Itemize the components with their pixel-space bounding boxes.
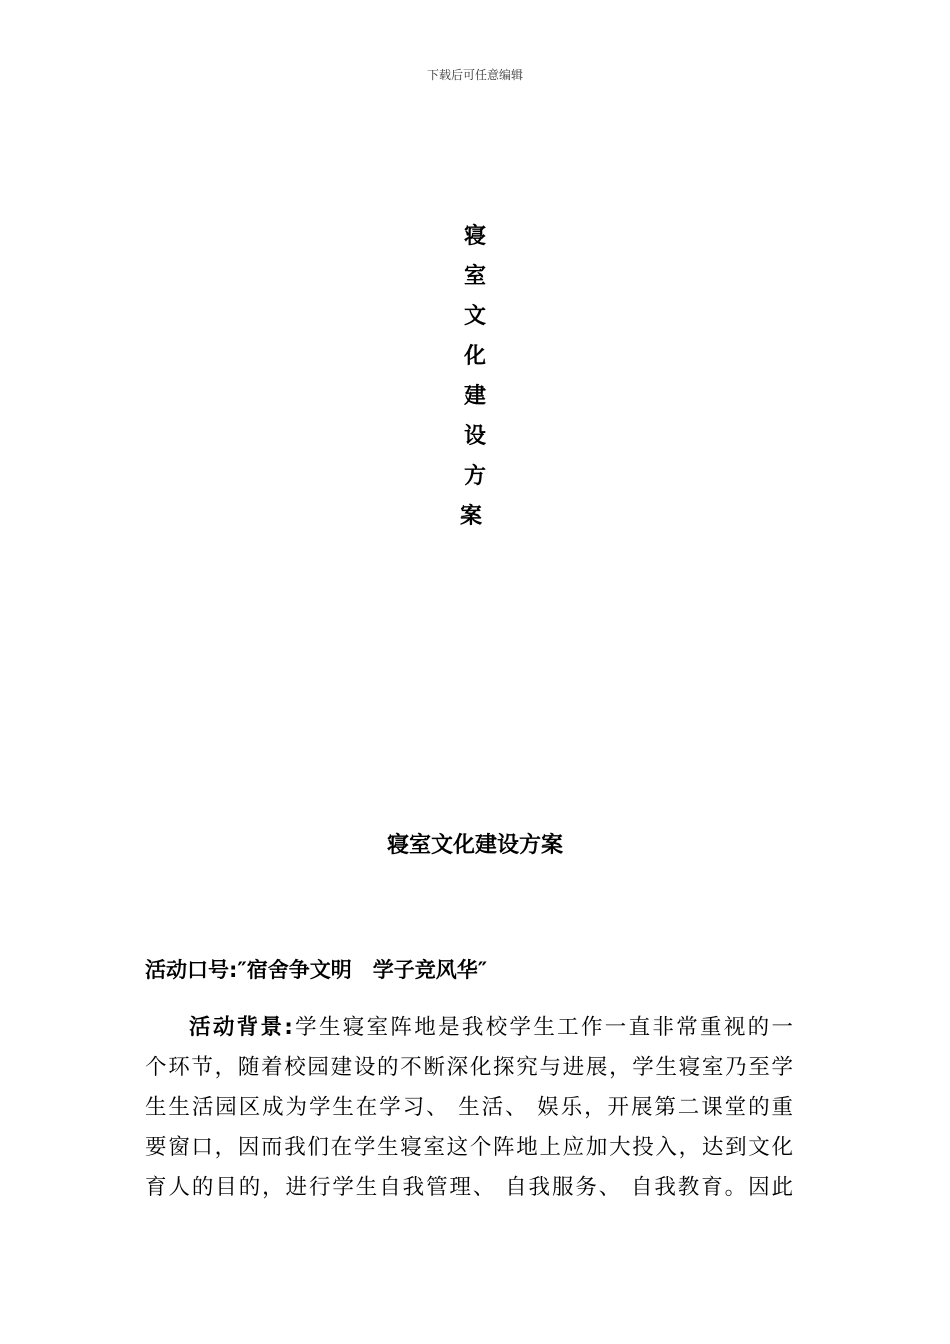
- activity-slogan: 活动口号:″宿舍争文明 学子竞风华″: [145, 958, 488, 982]
- cover-title-char: 化: [463, 344, 486, 369]
- cover-title-char: 室: [463, 264, 486, 289]
- cover-title-char: 寝: [463, 224, 486, 249]
- cover-title-char: 案: [459, 504, 482, 529]
- cover-title-vertical: [0, 222, 950, 542]
- background-label: 活动背景:: [189, 1015, 293, 1040]
- paragraph-line: 生生活园区成为学生在学习、 生活、 娱乐，开展第二课堂的重: [145, 1095, 793, 1120]
- cover-title-char: 建: [463, 384, 486, 409]
- cover-title-char: 方: [463, 464, 486, 489]
- cover-title-char: 设: [463, 424, 486, 449]
- header-note: 下载后可任意编辑: [426, 68, 523, 82]
- background-paragraph: [145, 1008, 793, 1208]
- document-title: 寝室文化建设方案: [386, 833, 563, 858]
- paragraph-line-text: 学生寝室阵地是我校学生工作一直非常重视的一: [292, 1015, 793, 1040]
- paragraph-line: 要窗口，因而我们在学生寝室这个阵地上应加大投入，达到文化: [145, 1135, 793, 1160]
- cover-title-char: 文: [463, 304, 486, 329]
- paragraph-line: [145, 1008, 793, 1048]
- paragraph-line: 育人的目的，进行学生自我管理、 自我服务、 自我教育。因此: [145, 1175, 793, 1200]
- paragraph-line: 个环节，随着校园建设的不断深化探究与进展，学生寝室乃至学: [145, 1055, 793, 1080]
